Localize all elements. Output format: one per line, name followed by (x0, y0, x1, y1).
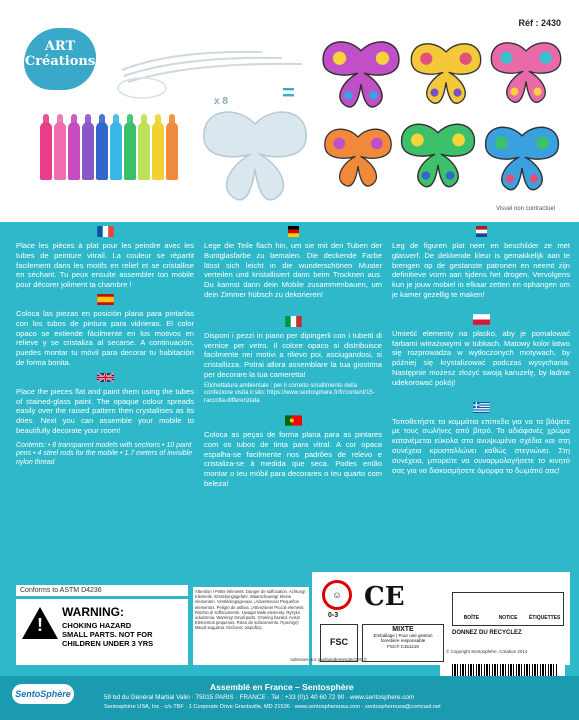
flag-germany-icon (285, 226, 302, 237)
copyright-text: © Copyright Sentosphère, Création 2014 (446, 649, 528, 654)
recycling-info: BOÎTE NOTICE ÉTIQUETTES (452, 592, 564, 626)
text-en: Place the pieces flat and paint them using the tubes of stained-glass paint. The opaque colour spreads easily over the raised pattern then crystallises as its dries. Next you can assemble your mobile to beautifully decorate your room! (16, 386, 194, 435)
certification-icons (312, 572, 570, 665)
paint-tube (54, 122, 66, 180)
warning-body: CHOKING HAZARD SMALL PARTS. NOT FOR CHILDREN UNDER 3 YRS (62, 621, 154, 648)
text-it-recycling: Etichettatura ambientale : per il corretto smaltimento della confezione visita il sito: https://www.sentosphere.fr/fr/content/15-raccolta-differenziata (204, 382, 375, 404)
text-fr: Place les pièces à plat pour les peindre avec les tubes de peinture vitrail. La couleur se répartit facilement dans les motifs en relief et se cristallise en séchant. Tu peux ensuite assembler ton mobile pour décorer joliment ta chambre ! (16, 241, 194, 290)
text-pl: Umieść elementy na płasko, aby je pomalować farbami witrażowymi w tubkach. Matowy kolor łatwo się rozprowadza w wytłoczonych motywach, by później się krystalizować podczas wysychania. Następnie możesz złożyć swoją karuzelę, by ładnie udekorować pokój! (392, 328, 570, 387)
warning-triangle-icon: ! (22, 607, 58, 639)
butterfly-2 (406, 36, 486, 114)
text-it: Disponi i pezzi in piano per dipingerli con i tubetti di vernice per vetro. Il colore opaco si distribuisce facilmente nei motivi a rilievo poi, asciugandosi, si cristallizza. Potrai allora assemblare la tua giostrina per decorare la tua cameretta! (204, 330, 382, 379)
sentosphere-logo: SentoSphère (12, 684, 74, 704)
flag-greece-icon (473, 402, 490, 413)
paint-tube (96, 122, 108, 180)
paint-tube (124, 122, 136, 180)
paint-tube (82, 122, 94, 180)
flag-france-icon (97, 226, 114, 237)
age-restriction-icon: ☺ (322, 580, 352, 610)
warning-title: WARNING: (62, 605, 124, 619)
butterfly-5 (396, 116, 480, 198)
ce-mark-icon: CE (364, 582, 405, 612)
recycling-address: Adresses sur quefairedemesdechets.fr (290, 657, 368, 662)
transparent-butterfly-model (196, 104, 314, 212)
usa-address: Sentosphère USA, Inc - c/o TBF · 1 Corporate Drive Grantsville, MD 21536 · www.sentosphereusa.com · sentosphereusa@comcast.net (104, 704, 441, 710)
paint-tube (110, 122, 122, 180)
column-middle (204, 222, 382, 489)
quantity-badge: x 8 (214, 96, 228, 107)
column-left (16, 222, 194, 468)
paint-tube (152, 122, 164, 180)
choking-hazard-warning (16, 599, 188, 665)
fsc-logo-icon: FSC (320, 624, 358, 662)
company-address: 59 bd du Général Martial Valin · 75015 PARIS · FRANCE · Tel : +33 (0)1 40 60 72 90 · www.sentosphere.com (104, 694, 415, 701)
art-creations-logo: ART Créations (24, 28, 96, 90)
flag-netherlands-icon (473, 226, 490, 237)
butterfly-3 (486, 34, 566, 114)
fsc-mixte-label: MIXTE Emballage | Pour une gestion forestière responsable FSC® C151216 (362, 624, 444, 662)
paint-tube (166, 122, 178, 180)
flag-poland-icon (473, 314, 490, 325)
butterfly-4 (318, 124, 398, 194)
equals-sign: = (282, 80, 295, 105)
flag-spain-icon (97, 294, 114, 305)
text-pt: Coloca as peças de forma plana para as pintares com os tubos de tinta para vitral. A cor opaca espalha-se facilmente nos padrões de relevo e cristaliza-se à medida que seca. Podes então montar o teu móbil para decorares o teu quarto com beleza! (204, 429, 382, 488)
flag-uk-icon (97, 372, 114, 383)
product-visual-area (0, 0, 579, 222)
paint-tube (138, 122, 150, 180)
flag-portugal-icon (285, 415, 302, 426)
multilingual-attention: Attention ! Petits éléments. Danger de suffocation. Achtung! Kleinteile. Erstickungsgefahr. Waarschuwing! Kleine elementen. Verstikkingsgevaar. ¡Advertencia! Pequeños elementos. Peligro de asfixia. ¡Attenzione! Piccoli elementi. Rischio di soffocamento. Uwaga! Małe elementy. Ryzyko uduszenia. Warning! Small parts. Choking hazard. Aviso! Elementos pequenos. Risco de sufocamento. Προσοχή! Μικρά κομμάτια. Κίνδυνος ασφυξίας. (193, 587, 309, 665)
paint-tube (68, 122, 80, 180)
age-label: 0-3 (328, 612, 339, 619)
flag-italy-icon (285, 316, 302, 327)
text-de: Lege die Teile flach hin, um sie mit den Tuben der Buntglasfarbe zu bemalen. Die deckende Farbe lässt sich leicht in die wunderschönen Muster verteilen und kristallisiert dann beim Trocknen aus. Du kannst dann dein Mobile zusammenbauen, um dein Zimmer hübsch zu dekorieren! (204, 241, 382, 299)
instructions-panel (0, 222, 579, 682)
butterfly-1 (316, 36, 406, 116)
paint-tubes (40, 108, 190, 180)
text-gr: Τοποθετήστε τα κομμάτια επίπεδα για να τα βάψετε με τους σωλήνες από βιτρό. Το αδιάφανές χρώμα κατανέμεται εύκολα στα ανυψωμένα σχέδια και στη συνέχεια κρυσταλλώνει καθώς στεγνώνει. Στη συνέχεια, μπορείτε να συναρμολογήσετε το κινητό σας για να διακοσμήσετε όμορφα το δωμάτιό σας! (392, 416, 570, 475)
contents-list: Contents: • 8 transparent models with sections • 10 paint pens • 4 steel rods for the mobile • 1.7 meters of invisible nylon thread (16, 441, 193, 466)
text-es: Coloca las piezas en posición plana para pintarlas con los tubos de pintura para vidrieras. El color opaco se extiende fácilmente en los motivos en relieve y se cristaliza al secarse. A continuación, puedes montar tu móvil para decorar tu habitación de forma bonita. (16, 308, 194, 367)
recycle-label: DONNEZ DU RECYCLEZ (452, 630, 522, 636)
assembled-in-france: Assemblé en France – Sentosphère (210, 682, 354, 692)
butterfly-6 (480, 120, 564, 200)
disclaimer-text: Visuel non contractuel (496, 206, 555, 212)
astm-conformity: Conforms to ASTM D4236 (16, 585, 188, 596)
column-right (392, 222, 570, 475)
paint-tube (40, 122, 52, 180)
reference-number: Réf : 2430 (518, 18, 561, 28)
text-nl: Leg de figuren plat neer en beschilder ze met glasverf. De dekkende kleur is gemakkelijk aan te brengen op de gestanste patronen en neemt zijn definitieve vorm aan tijdens het drogen. Vervolgens kun je jouw mobiel in elkaar zetten en ophangen om je kamer gezellig te maken! (392, 241, 570, 299)
